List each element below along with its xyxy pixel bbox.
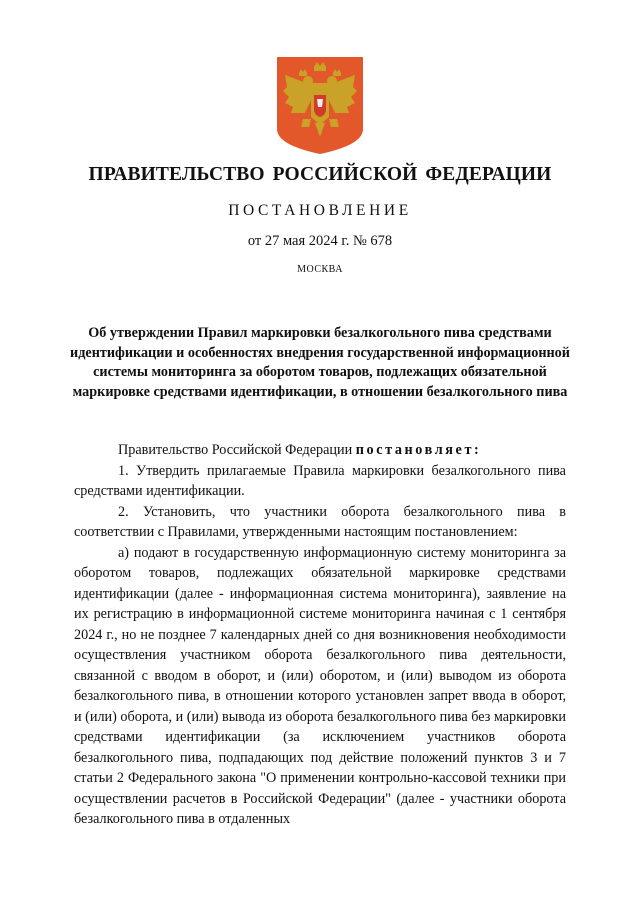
paragraph-2a: а) подают в государственную информационную систему мониторинга за оборотом товаров, подлежащих обязательной маркировке средствами идентификации (далее - информационная система мониторинга), заявление на их регистрацию в информационной системе мониторинга начиная с 1 сентября 2024 г., но не позднее 7 календарных дней со дня возникновения необходимости осуществления участником оборота безалкогольного пива деятельности, связанной с вводом в оборот, и (или) оборотом, и (или) выводом из оборота безалкогольного пива, в отношении которого установлен запрет ввода в оборот, и (или) оборота, и (или) вывода из оборота безалкогольного пива без маркировки средствами идентификации (за исключением участников оборота безалкогольного пива, подпадающих под действие положений пунктов 3 и 7 статьи 2 Федерального закона "О применении контрольно-кассовой техники при осуществлении расчетов в Российской Федерации" (далее - участники оборота безалкогольного пива в отдаленных: [74, 544, 566, 827]
intro-paragraph: [74, 440, 566, 461]
intro-text: Правительство Российской Федерации: [118, 442, 353, 458]
document-city: МОСКВА: [297, 264, 343, 275]
government-title: ПРАВИТЕЛЬСТВО РОССИЙСКОЙ ФЕДЕРАЦИИ: [88, 164, 552, 185]
document-type: ПОСТАНОВЛЕНИЕ: [228, 202, 412, 219]
document-date-number: от 27 мая 2024 г. № 678: [247, 233, 393, 249]
intro-action: постановляет:: [355, 442, 482, 458]
paragraph-1: 1. Утвердить прилагаемые Правила маркировки безалкогольного пива средствами идентификации.: [74, 462, 566, 499]
document-subject: Об утверждении Правил маркировки безалкогольного пива средствами идентификации и особенностях внедрения государственной информационной системы мониторинга за оборотом товаров, подлежащих обязательной маркировке средствами идентификации, в отношении безалкогольного пива: [70, 325, 570, 400]
document-body: [74, 440, 566, 830]
paragraph-2: 2. Установить, что участники оборота безалкогольного пива в соответствии с Правилами, утвержденными настоящим постановлением:: [74, 503, 566, 540]
russian-coat-of-arms-icon: [277, 57, 363, 154]
